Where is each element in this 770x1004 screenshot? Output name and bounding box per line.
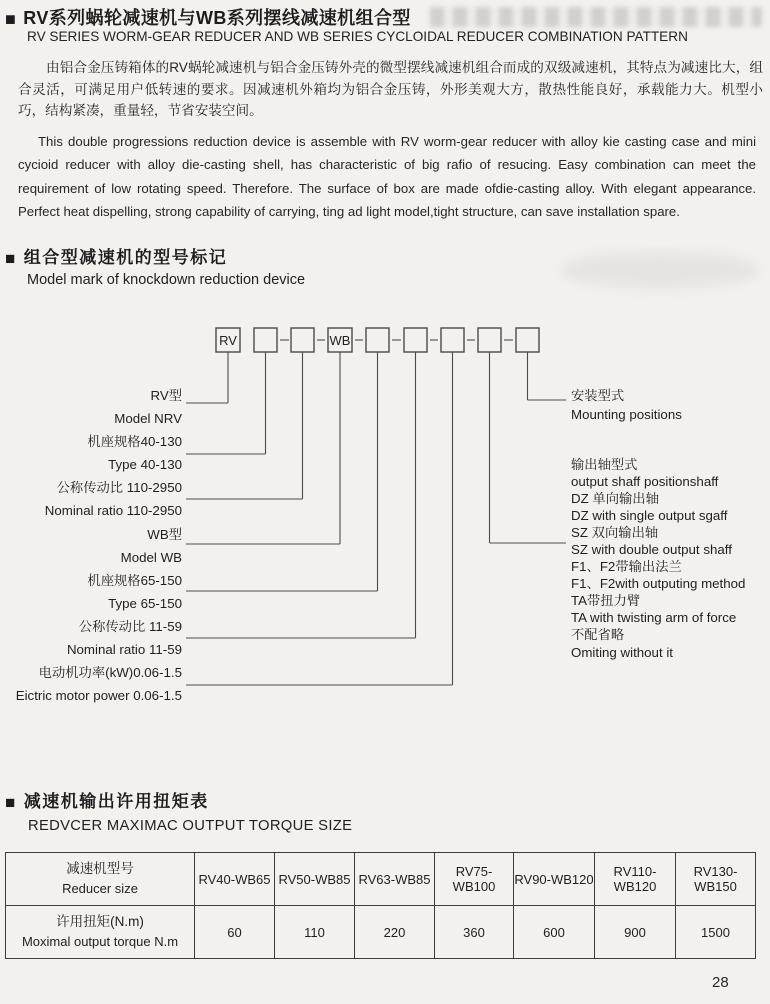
diagram-right-label: TA带扭力臂	[571, 593, 641, 609]
torque-value-cell: 600	[514, 906, 595, 959]
intro-paragraph-en: This double progressions reduction device is assemble with RV worm-gear reducer with alloy kie casting case and mini cycioid reducer with alloy die-casting shell, has characteristic of big rafio of resucing. Easy combination can meet the requirement of low rotating speed. Therefore. The surface of box are made ofdie-casting alloy. With elegant appearance. Perfect heat dispelling, strong capability of carrying, ting ad light model,tight structure, can save installation spare.	[18, 134, 756, 220]
torque-title-zh: 减速机输出许用扭矩表	[23, 792, 209, 811]
torque-label-cell	[6, 906, 195, 959]
diagram-right-label: 安装型式	[571, 388, 625, 403]
diagram-left-label: 机座规格40-130	[87, 434, 182, 450]
diagram-right-label: F1、F2带输出法兰	[571, 559, 682, 575]
section-bullet-icon: ■	[5, 9, 17, 29]
page-number: 28	[712, 974, 729, 991]
torque-value-cell: 900	[595, 906, 676, 959]
diagram-right-label: SZ with double output shaff	[571, 542, 732, 558]
torque-label-en: Moximal output torque N.m	[21, 934, 179, 949]
scan-artifact	[560, 252, 760, 288]
model-code-box	[441, 328, 464, 352]
page-title-zh: RV系列蜗轮减速机与WB系列摆线减速机组合型	[23, 8, 411, 28]
diagram-right-labels-mounting	[571, 387, 682, 424]
diagram-left-label: 电动机功率(kW)0.06-1.5	[38, 665, 182, 681]
torque-table-col-header: RV50-WB85	[275, 853, 355, 906]
diagram-left-labels	[0, 384, 182, 707]
torque-value-cell: 60	[195, 906, 275, 959]
model-mark-section-title	[5, 243, 227, 268]
torque-title-en: REDVCER MAXIMAC OUTPUT TORQUE SIZE	[28, 818, 353, 834]
torque-table-col-header: RV63-WB85	[355, 853, 435, 906]
section-bullet-icon: ■	[5, 249, 17, 268]
scan-artifact	[430, 7, 762, 27]
diagram-right-label: output shaff positionshaff	[571, 474, 719, 490]
diagram-left-label: Type 65-150	[108, 595, 182, 611]
torque-section-title	[5, 787, 209, 812]
diagram-right-label: 输出轴型式	[571, 457, 638, 472]
page-title-en: RV SERIES WORM-GEAR REDUCER AND WB SERIES CYCLOIDAL REDUCER COMBINATION PATTERN	[27, 29, 688, 44]
model-code-box	[291, 328, 314, 352]
model-code-box	[478, 328, 501, 352]
diagram-left-label: RV型	[150, 388, 182, 403]
torque-table-col-header: RV110-WB120	[595, 853, 676, 906]
torque-table-col-header: RV40-WB65	[195, 853, 275, 906]
model-code-box	[254, 328, 277, 352]
torque-value-cell: 110	[275, 906, 355, 959]
diagram-right-labels-output-shaft	[571, 456, 745, 661]
diagram-left-label: Nominal ratio 11-59	[66, 642, 182, 658]
torque-table-col-header: RV130-WB150	[676, 853, 756, 906]
torque-table	[5, 852, 756, 959]
page-title	[5, 4, 411, 30]
diagram-left-label: 机座规格65-150	[87, 572, 182, 588]
diagram-right-label: F1、F2with outputing method	[571, 576, 746, 592]
diagram-right-label: DZ 单向输出轴	[571, 491, 659, 507]
section-bullet-icon: ■	[5, 793, 17, 812]
diagram-left-label: 公称传动比 110-2950	[56, 480, 182, 496]
diagram-right-label: Omiting without it	[571, 644, 673, 660]
diagram-left-label: Nominal ratio 110-2950	[44, 503, 182, 519]
torque-value-cell: 220	[355, 906, 435, 959]
model-mark-title-en: Model mark of knockdown reduction device	[27, 272, 306, 288]
model-mark-title-zh: 组合型减速机的型号标记	[23, 248, 228, 267]
model-code-box	[516, 328, 539, 352]
torque-table-value-row	[6, 906, 756, 959]
intro-paragraph-zh: 由铝合金压铸箱体的RV蜗轮减速机与铝合金压铸外壳的微型摆线减速机组合而成的双级减速机，其特点为减速比大，组合灵活，可满足用户低转速的要求。因减速机外箱均为铝合金压铸，外形美观大方，散热性能良好，承载能力大。机型小巧，结构紧凑，重量轻，节省安装空间。	[18, 60, 763, 119]
diagram-left-label: Model WB	[120, 549, 182, 565]
torque-table-header-row	[6, 853, 756, 906]
diagram-right-label: DZ with single output sgaff	[571, 508, 728, 524]
diagram-right-label: TA with twisting arm of force	[571, 610, 737, 626]
model-code-box	[404, 328, 427, 352]
torque-value-cell: 1500	[676, 906, 756, 959]
torque-label-zh: 许用扭矩(N.m)	[56, 914, 144, 929]
wb-box-label: WB	[329, 333, 351, 348]
torque-value-cell: 360	[435, 906, 514, 959]
diagram-left-label: Eictric motor power 0.06-1.5	[15, 688, 182, 704]
reducer-size-label-en: Reducer size	[62, 881, 138, 896]
diagram-left-label: Model NRV	[114, 411, 182, 427]
rv-box-label: RV	[219, 333, 237, 348]
diagram-right-label: Mounting positions	[571, 406, 682, 422]
diagram-left-label: Type 40-130	[108, 457, 182, 473]
torque-table-col-header: RV90-WB120	[514, 853, 595, 906]
diagram-left-label: 公称传动比 11-59	[78, 618, 182, 634]
model-code-box	[366, 328, 389, 352]
reducer-size-header-cell	[6, 853, 195, 906]
diagram-right-label: SZ 双向输出轴	[571, 525, 659, 541]
torque-table-col-header: RV75-WB100	[435, 853, 514, 906]
diagram-right-label: 不配省略	[571, 627, 625, 643]
reducer-size-label-zh: 减速机型号	[66, 861, 134, 876]
diagram-left-label: WB型	[147, 526, 182, 542]
